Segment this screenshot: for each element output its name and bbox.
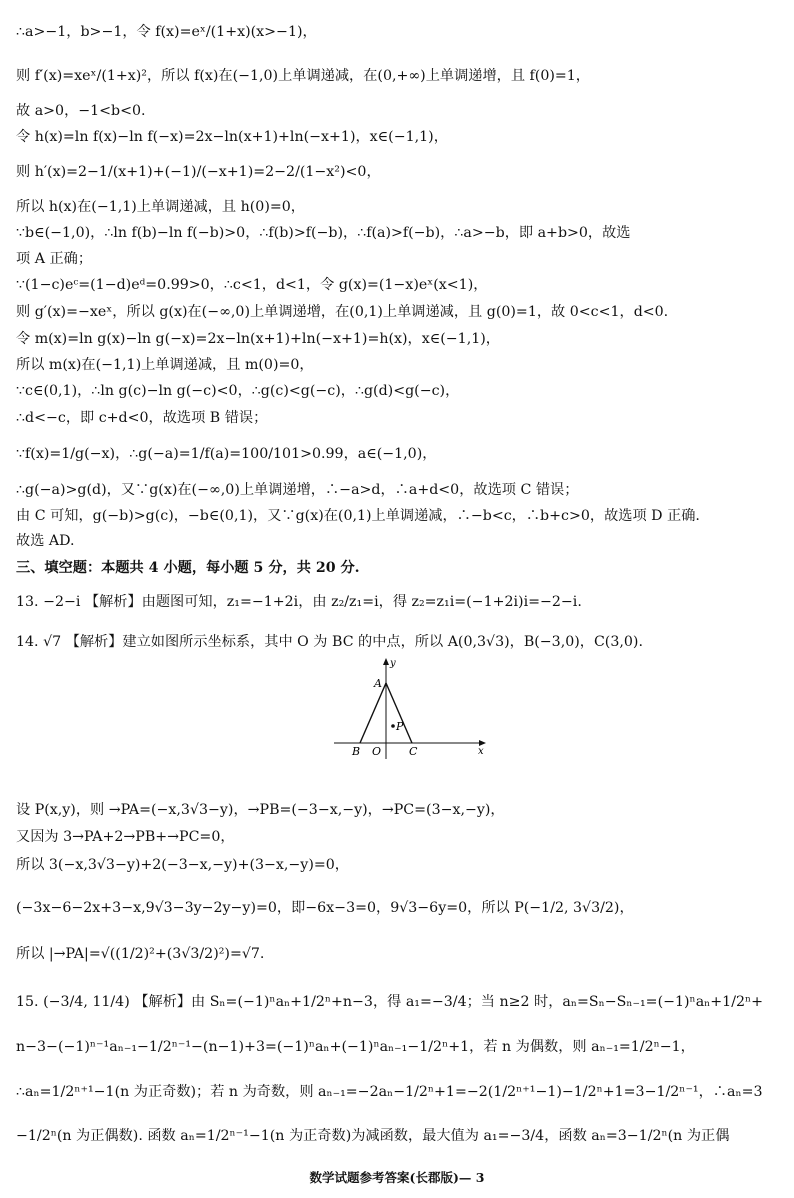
y-axis-arrow [383, 658, 389, 665]
text-line: 则 f′(x)=xeˣ/(1+x)²，所以 f(x)在(−1,0)上单调递减，在(0,+∞)上单调递增，且 f(0)=1， [16, 68, 590, 84]
text-line: 令 m(x)=ln g(x)−ln g(−x)=2x−ln(x+1)+ln(−x+1)=h(x)，x∈(−1,1)， [16, 331, 500, 347]
text-line: 项 A 正确； [16, 251, 93, 267]
label-o: O [372, 745, 382, 758]
text-line: 故选 AD. [16, 533, 75, 549]
label-y: y [390, 658, 396, 669]
text-line: n−3−(−1)ⁿ⁻¹aₙ₋₁−1/2ⁿ⁻¹−(n−1)+3=(−1)ⁿaₙ+(−1)ⁿaₙ₋₁−1/2ⁿ+1，若 n 为偶数，则 aₙ₋₁=1/2ⁿ−1， [16, 1039, 695, 1055]
text-line: ∵c∈(0,1)，∴ln g(c)−ln g(−c)<0，∴g(c)<g(−c)，∴g(d)<g(−c)， [16, 383, 460, 399]
coordinate-figure [330, 655, 490, 763]
label-c: C [409, 745, 418, 758]
text-line: 故 a>0，−1<b<0. [16, 103, 146, 119]
label-a: A [374, 677, 382, 690]
text-line: 15. (−3/4, 11/4) 【解析】由 Sₙ=(−1)ⁿaₙ+1/2ⁿ+n−3，得 a₁=−3/4；当 n≥2 时，aₙ=Sₙ−Sₙ₋₁=(−1)ⁿaₙ+1/2ⁿ+ [16, 994, 764, 1010]
text-line: 又因为 3→PA+2→PB+→PC=0， [16, 829, 235, 845]
text-line: ∴a>−1，b>−1，令 f(x)=eˣ/(1+x)(x>−1)， [16, 24, 317, 40]
label-p: P [396, 720, 404, 733]
text-line: (−3x−6−2x+3−x,9√3−3y−2y−y)=0，即−6x−3=0，9√3−6y=0，所以 P(−1/2, 3√3/2)， [16, 900, 634, 916]
text-line: 则 g′(x)=−xeˣ，所以 g(x)在(−∞,0)上单调递增，在(0,1)上单调递减，且 g(0)=1，故 0<c<1，d<0. [16, 304, 669, 320]
text-line: ∴d<−c，即 c+d<0，故选项 B 错误； [16, 410, 268, 426]
text-line: ∵(1−c)eᶜ=(1−d)eᵈ=0.99>0，∴c<1，d<1，令 g(x)=(1−x)eˣ(x<1)， [16, 277, 488, 293]
text-line: 所以 3(−x,3√3−y)+2(−3−x,−y)+(3−x,−y)=0， [16, 857, 349, 873]
text-line: ∴aₙ=1/2ⁿ⁺¹−1(n 为正奇数)；若 n 为奇数，则 aₙ₋₁=−2aₙ−1/2ⁿ+1=−2(1/2ⁿ⁺¹−1)−1/2ⁿ+1=3−1/2ⁿ⁻¹，∴aₙ=3 [16, 1084, 763, 1100]
text-line: ∴g(−a)>g(d)，又∵g(x)在(−∞,0)上单调递增，∴−a>d，∴a+d<0，故选项 C 错误； [16, 482, 579, 498]
text-line: 则 h′(x)=2−1/(x+1)+(−1)/(−x+1)=2−2/(1−x²)<0， [16, 164, 381, 180]
side-ac [386, 683, 412, 743]
text-line: 所以 h(x)在(−1,1)上单调递减，且 h(0)=0， [16, 199, 305, 215]
text-line: 所以 m(x)在(−1,1)上单调递减，且 m(0)=0， [16, 357, 314, 373]
text-line: ∵b∈(−1,0)，∴ln f(b)−ln f(−b)>0，∴f(b)>f(−b)，∴f(a)>f(−b)，∴a>−b，即 a+b>0，故选 [16, 225, 631, 241]
page-footer: 数学试题参考答案(长郡版)— 3 [309, 1170, 485, 1185]
label-x: x [478, 746, 484, 757]
section-heading: 三、填空题：本题共 4 小题，每小题 5 分，共 20 分. [16, 560, 360, 576]
point-p [391, 724, 395, 728]
text-line: 14. √7 【解析】建立如图所示坐标系，其中 O 为 BC 的中点，所以 A(0,3√3)，B(−3,0)，C(3,0). [16, 634, 643, 650]
text-line: 13. −2−i 【解析】由题图可知，z₁=−1+2i，由 z₂/z₁=i，得 z₂=z₁i=(−1+2i)i=−2−i. [16, 594, 582, 610]
text-line: −1/2ⁿ(n 为正偶数). 函数 aₙ=1/2ⁿ⁻¹−1(n 为正奇数)为减函数，最大值为 a₁=−3/4，函数 aₙ=3−1/2ⁿ(n 为正偶 [16, 1128, 730, 1144]
side-ab [360, 683, 386, 743]
text-line: 设 P(x,y)，则 →PA=(−x,3√3−y)，→PB=(−3−x,−y)，→PC=(3−x,−y)， [16, 802, 505, 818]
text-line: ∵f(x)=1/g(−x)，∴g(−a)=1/f(a)=100/101>0.99，a∈(−1,0)， [16, 446, 437, 462]
text-line: 令 h(x)=ln f(x)−ln f(−x)=2x−ln(x+1)+ln(−x+1)，x∈(−1,1)， [16, 129, 448, 145]
text-line: 由 C 可知，g(−b)>g(c)，−b∈(0,1)，又∵g(x)在(0,1)上单调递减，∴−b<c，∴b+c>0，故选项 D 正确. [16, 508, 700, 524]
text-line: 所以 |→PA|=√((1/2)²+(3√3/2)²)=√7. [16, 946, 265, 962]
label-b: B [352, 745, 361, 758]
